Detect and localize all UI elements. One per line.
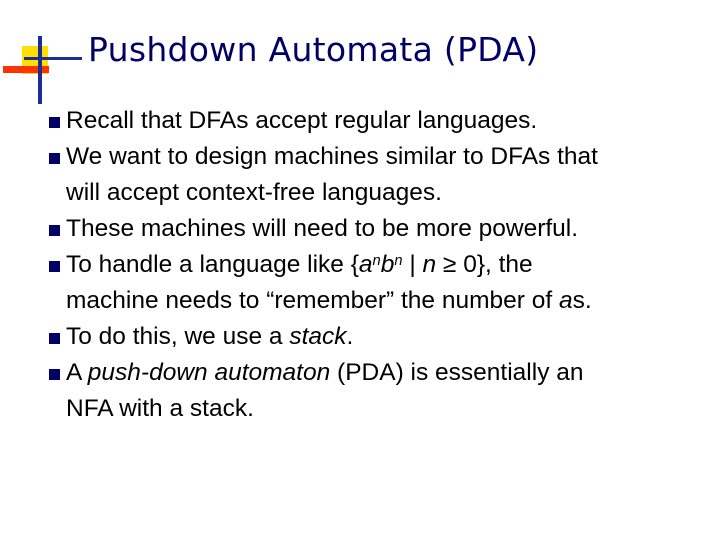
logo-vertical-line (38, 36, 42, 104)
bullet-square-icon (49, 225, 60, 236)
logo-horizontal-line (24, 57, 82, 60)
bullet-text (66, 211, 696, 247)
bullet-text-segment: A (66, 359, 88, 386)
bullet-text-segment: machine needs to “remember” the number of (66, 287, 559, 314)
bullet-text-segment: To do this, we use a (66, 323, 290, 350)
bullet-square-icon (49, 153, 60, 164)
bullet-text-segment: To handle a language like { (66, 251, 359, 278)
slide-title: Pushdown Automata (PDA) (88, 30, 539, 69)
bullet-text (66, 247, 696, 319)
bullet-item (0, 211, 720, 247)
bullet-text-content: Recall that DFAs accept regular languages. (66, 107, 538, 134)
bullet-square-icon (49, 333, 60, 344)
emphasized-term: push-down automaton (87, 359, 331, 386)
math-superscript: n (394, 253, 403, 269)
bullet-text-segment: ≥ 0}, the (436, 251, 533, 278)
bullet-square-icon (49, 369, 60, 380)
math-variable: b (380, 251, 395, 278)
bullet-item (0, 103, 720, 139)
math-variable: n (422, 251, 437, 278)
emphasized-term: stack (289, 323, 347, 350)
math-superscript: n (372, 253, 381, 269)
bullet-text (66, 355, 696, 427)
bullet-list (0, 103, 720, 427)
logo-red-bar (3, 66, 49, 73)
bullet-text-segment: (PDA) is essentially an (330, 359, 584, 386)
bullet-text (66, 139, 696, 211)
bullet-square-icon (49, 261, 60, 272)
bullet-text-segment: . (346, 323, 354, 350)
bullet-text-content: These machines will need to be more powerful. (66, 215, 579, 242)
math-variable: a (358, 251, 373, 278)
bullet-text-segment: | (402, 251, 423, 278)
bullet-text (66, 319, 696, 355)
decorative-logo (0, 0, 90, 110)
bullet-item (0, 319, 720, 355)
crosshair-logo-icon (0, 0, 90, 110)
math-variable: a (558, 287, 573, 314)
bullet-text-segment: s. (572, 287, 592, 314)
bullet-text-segment: NFA with a stack. (66, 395, 254, 422)
bullet-text-line: We want to design machines similar to DFAs that (66, 143, 598, 170)
bullet-square-icon (49, 117, 60, 128)
bullet-text-line: will accept context-free languages. (66, 179, 442, 206)
bullet-item (0, 139, 720, 211)
bullet-item (0, 247, 720, 319)
bullet-text (66, 103, 696, 139)
bullet-item (0, 355, 720, 427)
